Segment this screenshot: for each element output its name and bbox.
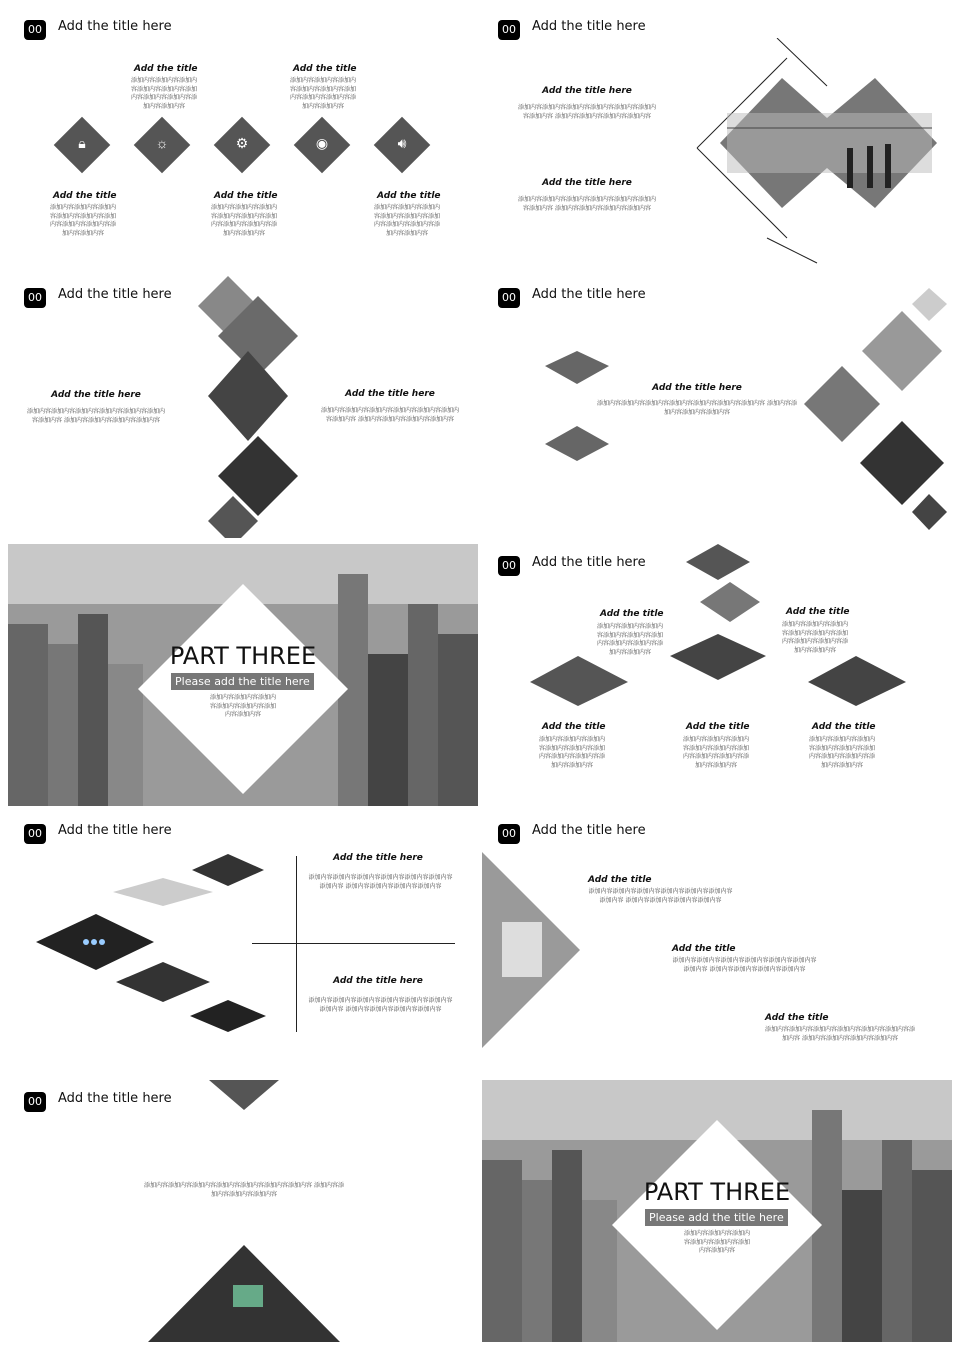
slide-title: Add the title here bbox=[58, 1091, 172, 1106]
slide-number-badge: 00 bbox=[24, 824, 46, 844]
body-text: 添加内容添加内容添加内容添加内容添加内容添加内容添加内容添加内容添加内容添加内容 bbox=[290, 77, 357, 110]
body-text: 添加内容添加内容添加内容添加内容添加内容添加内容添加内容 添加内容添加内容添加内容添加内容 bbox=[517, 104, 656, 120]
subtitle: Add the title bbox=[293, 64, 357, 74]
body-text: 添加内容添加内容添加内容添加内容添加内容添加内容添加内容 添加内容添加内容添加内容添加内容 bbox=[517, 196, 656, 212]
office-photo-diamonds bbox=[687, 38, 947, 268]
subtitle: Add the title bbox=[786, 607, 850, 617]
slide-9 bbox=[8, 1080, 478, 1342]
body-text: 添加内容添加内容添加内容添加内容添加内容添加内容添加内容添加内容添加内容添加内容 bbox=[50, 204, 117, 237]
subtitle: Add the title bbox=[377, 191, 441, 201]
body-text: 添加内容添加内容添加内容添加内容添加内容添加内容添加内容 添加内容添加内容添加内容添加内容 bbox=[308, 874, 453, 890]
disc-icon: ◉ bbox=[315, 135, 329, 151]
body-text: 添加内容添加内容添加内容添加内容添加内容添加内容添加内容添加内容添加内容添加内容 bbox=[539, 736, 606, 769]
bulb-icon: ☼ bbox=[155, 135, 169, 151]
subtitle: Add the title here bbox=[333, 976, 423, 986]
slide-title: Add the title here bbox=[532, 19, 646, 34]
lock-icon: 🔒︎ bbox=[78, 135, 86, 151]
body-text: 添加内容添加内容添加内容添加内容添加内容添加内容添加内容 添加内容添加内容添加内容添加内容 bbox=[765, 1026, 916, 1042]
gear-icon: ⚙ bbox=[235, 135, 249, 151]
slide-title: Add the title here bbox=[532, 823, 646, 838]
subtitle: Add the title bbox=[765, 1013, 829, 1023]
subtitle: Add the title here bbox=[51, 390, 141, 400]
body-text: 添加内容添加内容添加内容添加内容添加内容添加内容添加内容添加内容添加内容添加内容 bbox=[597, 623, 664, 656]
subtitle: Add the title bbox=[686, 722, 750, 732]
subtitle: Add the title here bbox=[542, 178, 632, 188]
subtitle: Add the title bbox=[672, 944, 736, 954]
body-text: 添加内容添加内容添加内容添加内容添加内容添加内容添加内容添加内容添加内容添加内容 bbox=[809, 736, 876, 769]
body-text: 添加内容添加内容添加内容添加内容添加内容添加内容添加内容 添加内容添加内容添加内容添加内容 bbox=[144, 1182, 344, 1198]
slide-title: Add the title here bbox=[58, 287, 172, 302]
gray-diamonds bbox=[482, 276, 952, 538]
body-text: 添加内容添加内容添加内容添加内容添加内容添加内容添加内容 添加内容添加内容添加内容添加内容 bbox=[597, 400, 797, 416]
body-text: 添加内容添加内容添加内容添加内容添加内容添加内容添加内容 添加内容添加内容添加内容添加内容 bbox=[26, 408, 165, 424]
part-body: 添加内容添加内容添加内容添加内容添加内容添加内容添加内容 bbox=[209, 694, 276, 718]
body-text: 添加内容添加内容添加内容添加内容添加内容添加内容添加内容 添加内容添加内容添加内容添加内容 bbox=[320, 407, 459, 423]
part-subtitle: Please add the title here bbox=[645, 1209, 788, 1226]
subtitle: Add the title bbox=[53, 191, 117, 201]
subtitle: Add the title bbox=[812, 722, 876, 732]
body-text: 添加内容添加内容添加内容添加内容添加内容添加内容添加内容添加内容添加内容添加内容 bbox=[211, 204, 278, 237]
body-text: 添加内容添加内容添加内容添加内容添加内容添加内容添加内容添加内容添加内容添加内容 bbox=[683, 736, 750, 769]
slide-number-badge: 00 bbox=[498, 288, 520, 308]
laptop-photo-triangles bbox=[8, 1080, 478, 1342]
slide-number-badge: 00 bbox=[24, 288, 46, 308]
slide-number-badge: 00 bbox=[498, 824, 520, 844]
slide-8 bbox=[482, 812, 952, 1074]
body-text: 添加内容添加内容添加内容添加内容添加内容添加内容添加内容 添加内容添加内容添加内容添加内容 bbox=[588, 888, 733, 904]
slide-title: Add the title here bbox=[58, 823, 172, 838]
slide-number-badge: 00 bbox=[24, 20, 46, 40]
slide-number-badge: 00 bbox=[498, 556, 520, 576]
laptop-photo-triangle bbox=[482, 852, 582, 1052]
part-subtitle: Please add the title here bbox=[171, 673, 314, 690]
part-body: 添加内容添加内容添加内容添加内容添加内容添加内容添加内容 bbox=[683, 1230, 750, 1254]
slide-4 bbox=[482, 276, 952, 538]
slide-number-badge: 00 bbox=[24, 1092, 46, 1112]
divider-horizontal bbox=[252, 943, 455, 944]
slide-title: Add the title here bbox=[532, 287, 646, 302]
slide-6 bbox=[482, 544, 952, 806]
speaker-icon: 🔊︎ bbox=[397, 135, 407, 151]
slide-3 bbox=[8, 276, 478, 538]
body-text: 添加内容添加内容添加内容添加内容添加内容添加内容添加内容添加内容添加内容添加内容 bbox=[131, 77, 198, 110]
divider-vertical bbox=[296, 856, 297, 1032]
body-text: 添加内容添加内容添加内容添加内容添加内容添加内容添加内容 添加内容添加内容添加内容添加内容 bbox=[672, 957, 817, 973]
subtitle: Add the title here bbox=[345, 389, 435, 399]
body-text: 添加内容添加内容添加内容添加内容添加内容添加内容添加内容添加内容添加内容添加内容 bbox=[782, 621, 849, 654]
slide-2 bbox=[482, 8, 952, 270]
subtitle: Add the title bbox=[134, 64, 198, 74]
slide-title: Add the title here bbox=[532, 555, 646, 570]
subtitle: Add the title here bbox=[542, 86, 632, 96]
slide-7 bbox=[8, 812, 478, 1074]
slide-number-badge: 00 bbox=[498, 20, 520, 40]
slide-10 bbox=[482, 1080, 952, 1342]
slide-title: Add the title here bbox=[58, 19, 172, 34]
slide-5 bbox=[8, 544, 478, 806]
body-text: 添加内容添加内容添加内容添加内容添加内容添加内容添加内容 添加内容添加内容添加内容添加内容 bbox=[308, 997, 453, 1013]
slide-1 bbox=[8, 8, 478, 270]
body-text: 添加内容添加内容添加内容添加内容添加内容添加内容添加内容添加内容添加内容添加内容 bbox=[374, 204, 441, 237]
building-photo-diamonds bbox=[178, 276, 298, 538]
part-title: PART THREE bbox=[169, 642, 317, 670]
subtitle: Add the title bbox=[588, 875, 652, 885]
subtitle: Add the title bbox=[542, 722, 606, 732]
subtitle: Add the title bbox=[214, 191, 278, 201]
subtitle: Add the title bbox=[600, 609, 664, 619]
part-title: PART THREE bbox=[643, 1178, 791, 1206]
subtitle: Add the title here bbox=[333, 853, 423, 863]
subtitle: Add the title here bbox=[652, 383, 742, 393]
